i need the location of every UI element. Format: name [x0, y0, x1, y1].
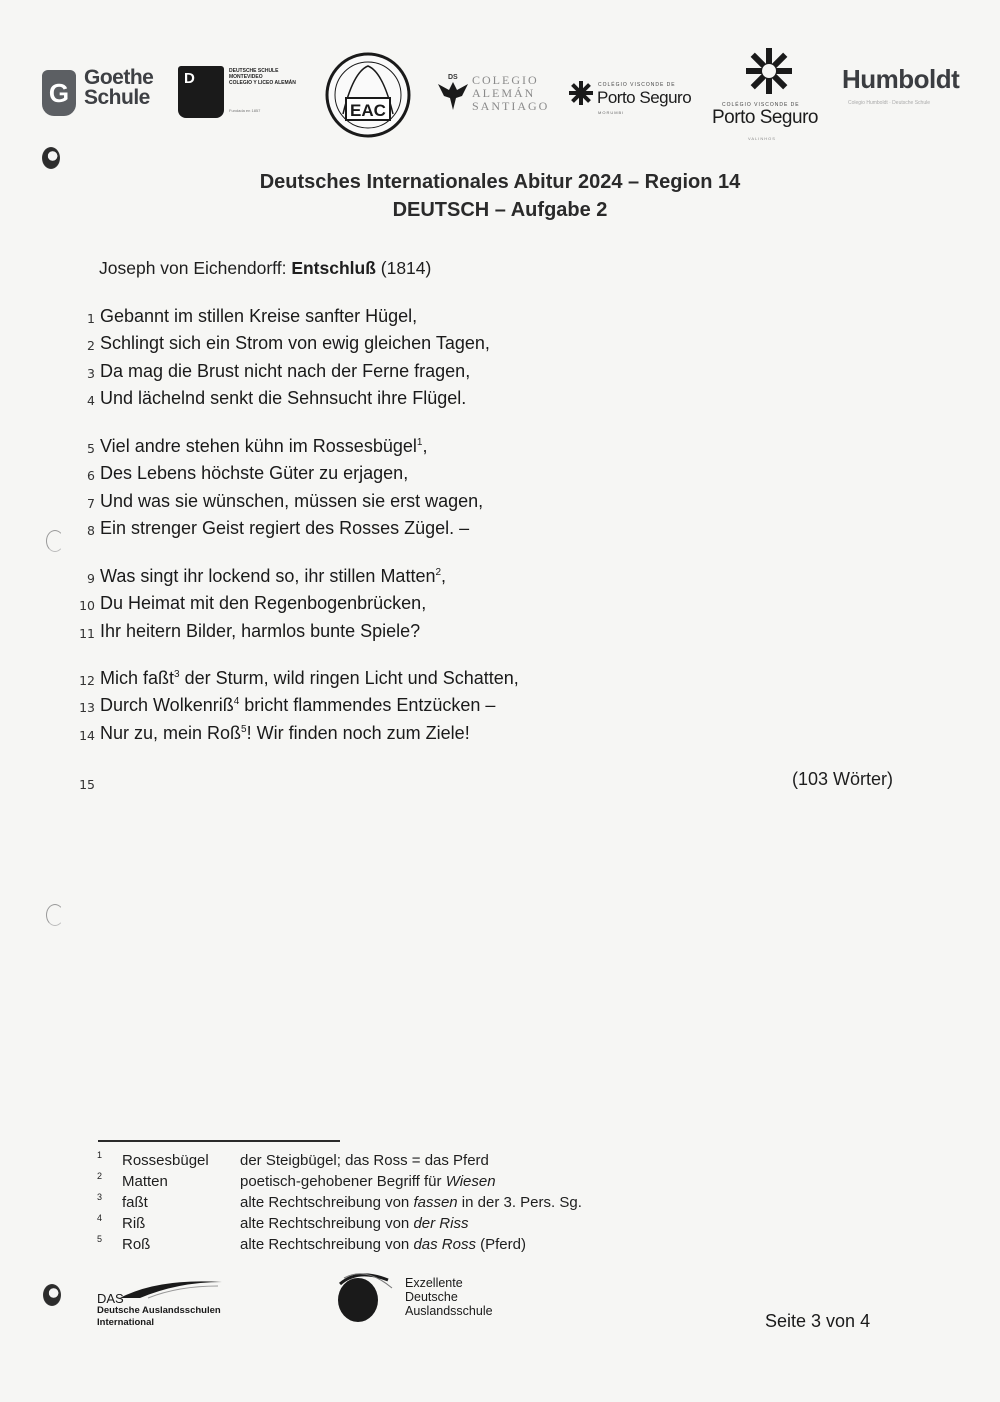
line-text: [100, 491, 483, 512]
ps1-under: MORUMBI: [598, 110, 625, 115]
line-text-main: Da mag die Brust nicht nach der Ferne fragen,: [100, 361, 471, 381]
goethe-line1: Goethe: [84, 66, 154, 89]
poem-title: Entschluß: [291, 258, 376, 278]
ds-prefix: DS: [448, 74, 458, 81]
footnote-number: 1: [97, 1150, 103, 1160]
exz-line2: Deutsche: [405, 1290, 458, 1304]
ds-montevideo-logo-text: [229, 68, 296, 86]
line-number: 8: [87, 523, 95, 538]
exam-title: Deutsches Internationales Abitur 2024 – Region 14: [259, 171, 741, 193]
footnote-def-text: poetisch-gehobener Begriff für: [240, 1173, 446, 1190]
line-text-main: Durch Wolkenriß: [100, 695, 234, 715]
footnote-marker: 3: [174, 669, 180, 680]
footnote-def-text: alte Rechtschreibung von: [240, 1236, 414, 1253]
dsm-line1: DEUTSCHE SCHULE: [229, 68, 279, 74]
ds-santiago-line3: SANTIAGO: [472, 99, 550, 113]
ds-santiago-line1: COLEGIO: [472, 73, 539, 87]
exzellente-auslandsschule-logo: [336, 1270, 396, 1326]
footnote-term: Roß: [122, 1236, 151, 1253]
humboldt-sub: Colegio Humboldt · Deutsche Schule: [848, 100, 930, 106]
footnote-def-italic: fassen: [413, 1194, 458, 1211]
footnote-number: 2: [97, 1171, 103, 1181]
line-text-main: Und lächelnd senkt die Sehnsucht ihre Flügel.: [100, 388, 467, 408]
footnote-term: Matten: [122, 1173, 168, 1190]
footnote-term: Riß: [122, 1215, 146, 1232]
line-text-main: Gebannt im stillen Kreise sanfter Hügel,: [100, 306, 418, 326]
line-text-after: ! Wir finden noch zum Ziele!: [246, 723, 470, 743]
footnote-marker: 4: [233, 696, 240, 707]
line-text: [100, 668, 519, 689]
ds-montevideo-shield-logo: [178, 66, 224, 118]
footnote-definition: [240, 1236, 526, 1253]
footnote-marker: 1: [416, 437, 423, 448]
line-number: 7: [87, 496, 95, 511]
ps1-small: COLÉGIO VISCONDE DE: [598, 82, 676, 88]
line-number: 11: [79, 626, 95, 641]
line-number: 2: [87, 338, 95, 353]
line-text-main: Du Heimat mit den Regenbogenbrücken,: [100, 593, 427, 613]
humboldt-logo: Humboldt: [842, 64, 960, 94]
exzellente-text: [405, 1276, 493, 1318]
line-number: 3: [87, 366, 95, 381]
punch-hole: [46, 530, 64, 552]
footnote-term: Rossesbügel: [122, 1152, 209, 1169]
eagle-icon: [436, 76, 470, 112]
footnote-def-italic: Wiesen: [445, 1173, 496, 1190]
line-text: [100, 695, 495, 716]
line-text: [100, 333, 490, 354]
punch-hole: [46, 904, 64, 926]
footnote-marker: 5: [241, 724, 247, 735]
word-count: (103 Wörter): [792, 769, 894, 789]
line-number: 13: [79, 700, 95, 715]
ps2-under: VALINHOS: [748, 136, 776, 141]
line-number: 14: [79, 728, 95, 743]
poem-author: Joseph von Eichendorff:: [99, 258, 292, 278]
goethe-line2: Schule: [84, 86, 150, 109]
line-number: 15: [79, 777, 95, 792]
porto-seguro-cross-icon: [742, 46, 796, 96]
line-text-main: Schlingt sich ein Strom von ewig gleichen Tagen,: [100, 333, 490, 353]
ps2-small: COLÉGIO VISCONDE DE: [722, 102, 800, 108]
line-text: [100, 463, 408, 484]
footnote-number: 3: [97, 1192, 103, 1202]
line-text-after: bricht flammendes Entzücken –: [239, 695, 496, 715]
footnote-def-text: alte Rechtschreibung von: [240, 1194, 414, 1211]
footnote-number: 4: [97, 1213, 103, 1223]
line-text-main: Und was sie wünschen, müssen sie erst wagen,: [100, 491, 484, 511]
dsm-line3: COLEGIO Y LICEO ALEMÁN: [229, 80, 296, 86]
eac-text: EAC: [350, 101, 386, 120]
line-text: [100, 388, 466, 409]
footnote-number: 5: [97, 1234, 103, 1244]
line-number: 12: [79, 673, 95, 688]
line-text: [100, 518, 469, 539]
exam-subtitle: DEUTSCH – Aufgabe 2: [392, 199, 608, 221]
line-number: 5: [87, 441, 95, 456]
line-text: [100, 566, 446, 587]
line-text: [100, 361, 470, 382]
line-text: [100, 436, 427, 457]
porto-seguro-star-icon: [568, 80, 594, 106]
footnote-definition: [240, 1194, 582, 1211]
footnote-def-text: alte Rechtschreibung von: [240, 1215, 414, 1232]
line-text-main: Was singt ihr lockend so, ihr stillen Matten: [100, 566, 436, 586]
line-number: 1: [87, 311, 95, 326]
line-text-main: Viel andre stehen kühn im Rossesbügel: [100, 436, 417, 456]
das-swoosh-icon: [118, 1278, 228, 1300]
goethe-schule-logo-badge: G: [42, 70, 76, 116]
exz-line3: Auslandsschule: [405, 1304, 493, 1318]
line-text-after: ,: [422, 436, 428, 456]
das-sub-line2: International: [97, 1317, 155, 1328]
line-text-main: Ihr heitern Bilder, harmlos bunte Spiele?: [100, 621, 421, 641]
line-text-main: Mich faßt: [100, 668, 175, 688]
line-text: [100, 621, 420, 642]
footnote-def-italic: der Riss: [413, 1215, 469, 1232]
exz-line1: Exzellente: [405, 1276, 463, 1290]
das-sub-line1: Deutsche Auslandsschulen: [97, 1305, 221, 1316]
footnote-def-suffix: (Pferd): [475, 1236, 526, 1253]
das-logo-sub: [97, 1305, 221, 1329]
punch-hole: [43, 1284, 61, 1306]
eac-circle-logo: [323, 52, 413, 138]
line-text-main: Ein strenger Geist regiert des Rosses Zügel. –: [100, 518, 470, 538]
ds-santiago-line2: ALEMÁN: [472, 86, 536, 100]
footnote-divider: [98, 1140, 340, 1142]
line-text-main: Des Lebens höchste Güter zu erjagen,: [100, 463, 409, 483]
line-number: 6: [87, 468, 95, 483]
dsm-badge-letter: D: [184, 70, 195, 87]
footnote-definition: [240, 1215, 468, 1232]
line-text-main: Nur zu, mein Roß: [100, 723, 242, 743]
das-logo-main: DAS: [97, 1291, 124, 1306]
line-text-after: ,: [441, 566, 447, 586]
line-number: 10: [79, 598, 95, 613]
footnote-term: faßt: [122, 1194, 148, 1211]
ps1-name: Porto Seguro: [597, 88, 692, 107]
poem-year: (1814): [375, 258, 432, 278]
dsm-line2: MONTEVIDEO: [229, 74, 263, 80]
footnote-marker: 2: [435, 567, 442, 578]
ps2-name: Porto Seguro: [712, 107, 818, 128]
footnote-definition: [240, 1173, 496, 1190]
line-text: [100, 306, 417, 327]
footnote-def-italic: das Ross: [413, 1236, 476, 1253]
line-text: [100, 723, 470, 744]
line-number: 9: [87, 571, 95, 586]
footnote-def-suffix: in der 3. Pers. Sg.: [457, 1194, 582, 1211]
line-text-after: der Sturm, wild ringen Licht und Schatten,: [179, 668, 519, 688]
footnote-definition: der Steigbügel; das Ross = das Pferd: [240, 1152, 489, 1169]
poem-heading: [99, 258, 431, 279]
line-text: [100, 593, 426, 614]
page-number: Seite 3 von 4: [765, 1311, 871, 1331]
line-number: 4: [87, 393, 95, 408]
punch-hole: [42, 147, 60, 169]
goethe-schule-logo-text: [84, 68, 153, 108]
dsm-founded: Fundada en 1857: [229, 108, 261, 113]
